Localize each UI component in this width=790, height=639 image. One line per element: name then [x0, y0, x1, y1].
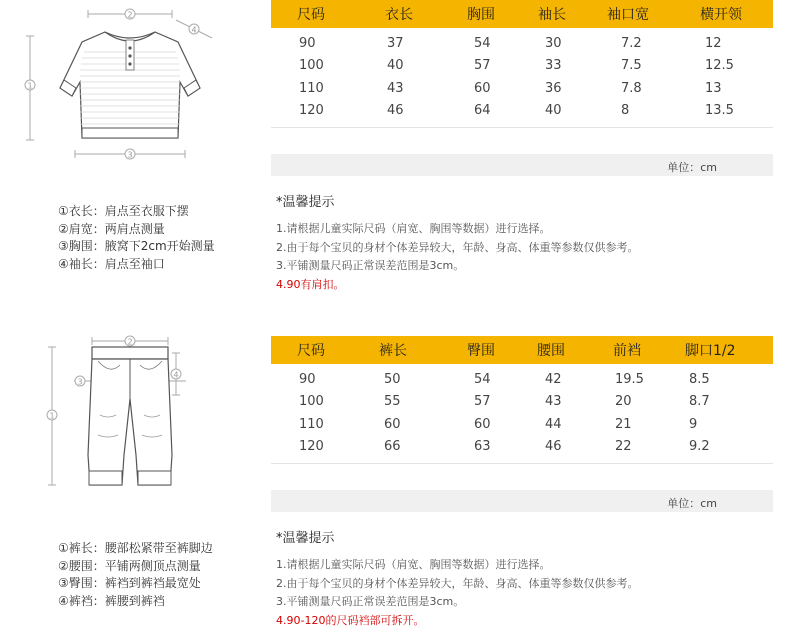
col-header: 前裆 [613, 343, 641, 359]
note-length: ①衣长：肩点至衣服下摆 [58, 204, 189, 218]
table-cell: 7.5 [621, 58, 642, 74]
table-cell: 100 [299, 394, 324, 410]
tip-line: 3.平铺测量尺码正常误差范围是3cm。 [276, 259, 465, 272]
table-cell: 120 [299, 103, 324, 119]
table-row [271, 436, 773, 459]
tip-line: 1.请根据儿童实际尺码（肩宽、胸围等数据）进行选择。 [276, 222, 551, 235]
table-cell: 8 [621, 103, 630, 119]
table-row [271, 100, 773, 123]
table-row [271, 32, 773, 55]
table-cell: 37 [387, 35, 404, 51]
note-chest: ③胸围：腋窝下2cm开始测量 [58, 239, 215, 253]
table-cell: 110 [299, 80, 324, 96]
table-cell: 40 [387, 58, 404, 74]
unit-label: 单位：cm [667, 497, 717, 510]
col-header: 腰围 [537, 343, 565, 359]
table-cell: 100 [299, 58, 324, 74]
table-cell: 90 [299, 371, 316, 387]
table-header [271, 336, 773, 364]
table-body [271, 364, 773, 464]
table-cell: 19.5 [615, 371, 644, 387]
table-cell: 43 [545, 394, 562, 410]
table-cell: 60 [474, 80, 491, 96]
table-cell: 22 [615, 439, 632, 455]
dim-mark-1: 1 [27, 81, 33, 91]
tip-line: 2.由于每个宝贝的身材个体差异较大，年龄、身高、体重等参数仅供参考。 [276, 576, 639, 590]
dim-mark-4: 4 [191, 25, 197, 35]
table-cell: 66 [384, 439, 401, 455]
table-row [271, 368, 773, 391]
table-cell: 64 [474, 103, 491, 119]
note-sleeve: ④袖长：肩点至袖口 [58, 256, 165, 271]
tip-line: 3.平铺测量尺码正常误差范围是3cm。 [276, 595, 465, 608]
table-cell: 50 [384, 371, 401, 387]
note-shoulder: ②肩宽：两肩点测量 [58, 221, 165, 236]
table-cell: 8.7 [689, 394, 710, 410]
note-pants-length: ①裤长：腰部松紧带至裤脚边 [58, 541, 213, 555]
table-cell: 110 [299, 416, 324, 432]
table-cell: 63 [474, 439, 491, 455]
table-cell: 60 [474, 416, 491, 432]
table-cell: 7.8 [621, 80, 642, 96]
col-header: 袖口宽 [607, 7, 649, 23]
table-cell: 44 [545, 416, 562, 432]
table-cell: 36 [545, 80, 562, 96]
table-cell: 60 [384, 416, 401, 432]
table-cell: 33 [545, 58, 562, 74]
table-row [271, 413, 773, 436]
table-cell: 30 [545, 35, 562, 51]
col-header: 胸围 [467, 7, 495, 23]
col-header: 臀围 [467, 343, 495, 359]
table-cell: 21 [615, 416, 632, 432]
unit-bar [271, 490, 773, 512]
col-header: 横开领 [700, 7, 742, 23]
table-cell: 43 [387, 80, 404, 96]
table-cell: 13 [705, 80, 722, 96]
table-cell: 46 [387, 103, 404, 119]
table-cell: 12 [705, 35, 722, 51]
col-header: 尺码 [297, 7, 325, 23]
dim-mark-3: 3 [77, 377, 83, 387]
measure-notes [58, 540, 213, 610]
col-header: 脚口1/2 [685, 343, 736, 359]
tip-highlight: 4.90-120的尺码裆部可拆开。 [276, 613, 425, 627]
tips-title: *温馨提示 [276, 195, 335, 210]
col-header: 衣长 [385, 7, 413, 23]
table-cell: 40 [545, 103, 562, 119]
table-cell: 9 [689, 416, 698, 432]
table-cell: 90 [299, 35, 316, 51]
dim-mark-1: 1 [49, 411, 55, 421]
table-cell: 57 [474, 58, 491, 74]
tips-box [276, 191, 639, 294]
shirt-size-section [0, 0, 790, 300]
table-body [271, 28, 773, 128]
tips-box [276, 527, 639, 630]
shirt-size-table [271, 0, 773, 176]
pants-size-section [0, 335, 790, 635]
table-row [271, 391, 773, 414]
pants-illustration [0, 335, 250, 505]
dim-mark-2: 2 [127, 337, 133, 347]
table-cell: 42 [545, 371, 562, 387]
tip-highlight: 4.90有肩扣。 [276, 277, 345, 291]
tip-line: 1.请根据儿童实际尺码（肩宽、胸围等数据）进行选择。 [276, 558, 551, 571]
table-cell: 46 [545, 439, 562, 455]
table-row [271, 77, 773, 100]
table-cell: 9.2 [689, 439, 710, 455]
unit-label: 单位：cm [667, 161, 717, 174]
table-cell: 7.2 [621, 35, 642, 51]
tips-title: *温馨提示 [276, 531, 335, 546]
table-cell: 54 [474, 371, 491, 387]
table-cell: 57 [474, 394, 491, 410]
shirt-illustration [0, 0, 250, 170]
table-cell: 54 [474, 35, 491, 51]
table-header [271, 0, 773, 28]
note-hip: ③臀围：裤裆到裤裆最宽处 [58, 576, 201, 590]
table-cell: 12.5 [705, 58, 734, 74]
pants-size-table [271, 336, 773, 512]
dim-mark-3: 3 [127, 150, 133, 160]
table-cell: 13.5 [705, 103, 734, 119]
table-cell: 8.5 [689, 371, 710, 387]
note-waist: ②腰围：平铺两侧顶点测量 [58, 558, 201, 573]
table-cell: 20 [615, 394, 632, 410]
measure-notes [58, 203, 215, 273]
col-header: 尺码 [297, 343, 325, 359]
table-cell: 120 [299, 439, 324, 455]
unit-bar [271, 154, 773, 176]
tip-line: 2.由于每个宝贝的身材个体差异较大，年龄、身高、体重等参数仅供参考。 [276, 240, 639, 254]
table-row [271, 55, 773, 78]
col-header: 袖长 [538, 7, 566, 23]
col-header: 裤长 [379, 343, 407, 359]
table-cell: 55 [384, 394, 401, 410]
dim-mark-2: 2 [127, 10, 133, 20]
note-crotch: ④裤裆：裤腰到裤裆 [58, 593, 165, 608]
dim-mark-4: 4 [173, 370, 179, 380]
